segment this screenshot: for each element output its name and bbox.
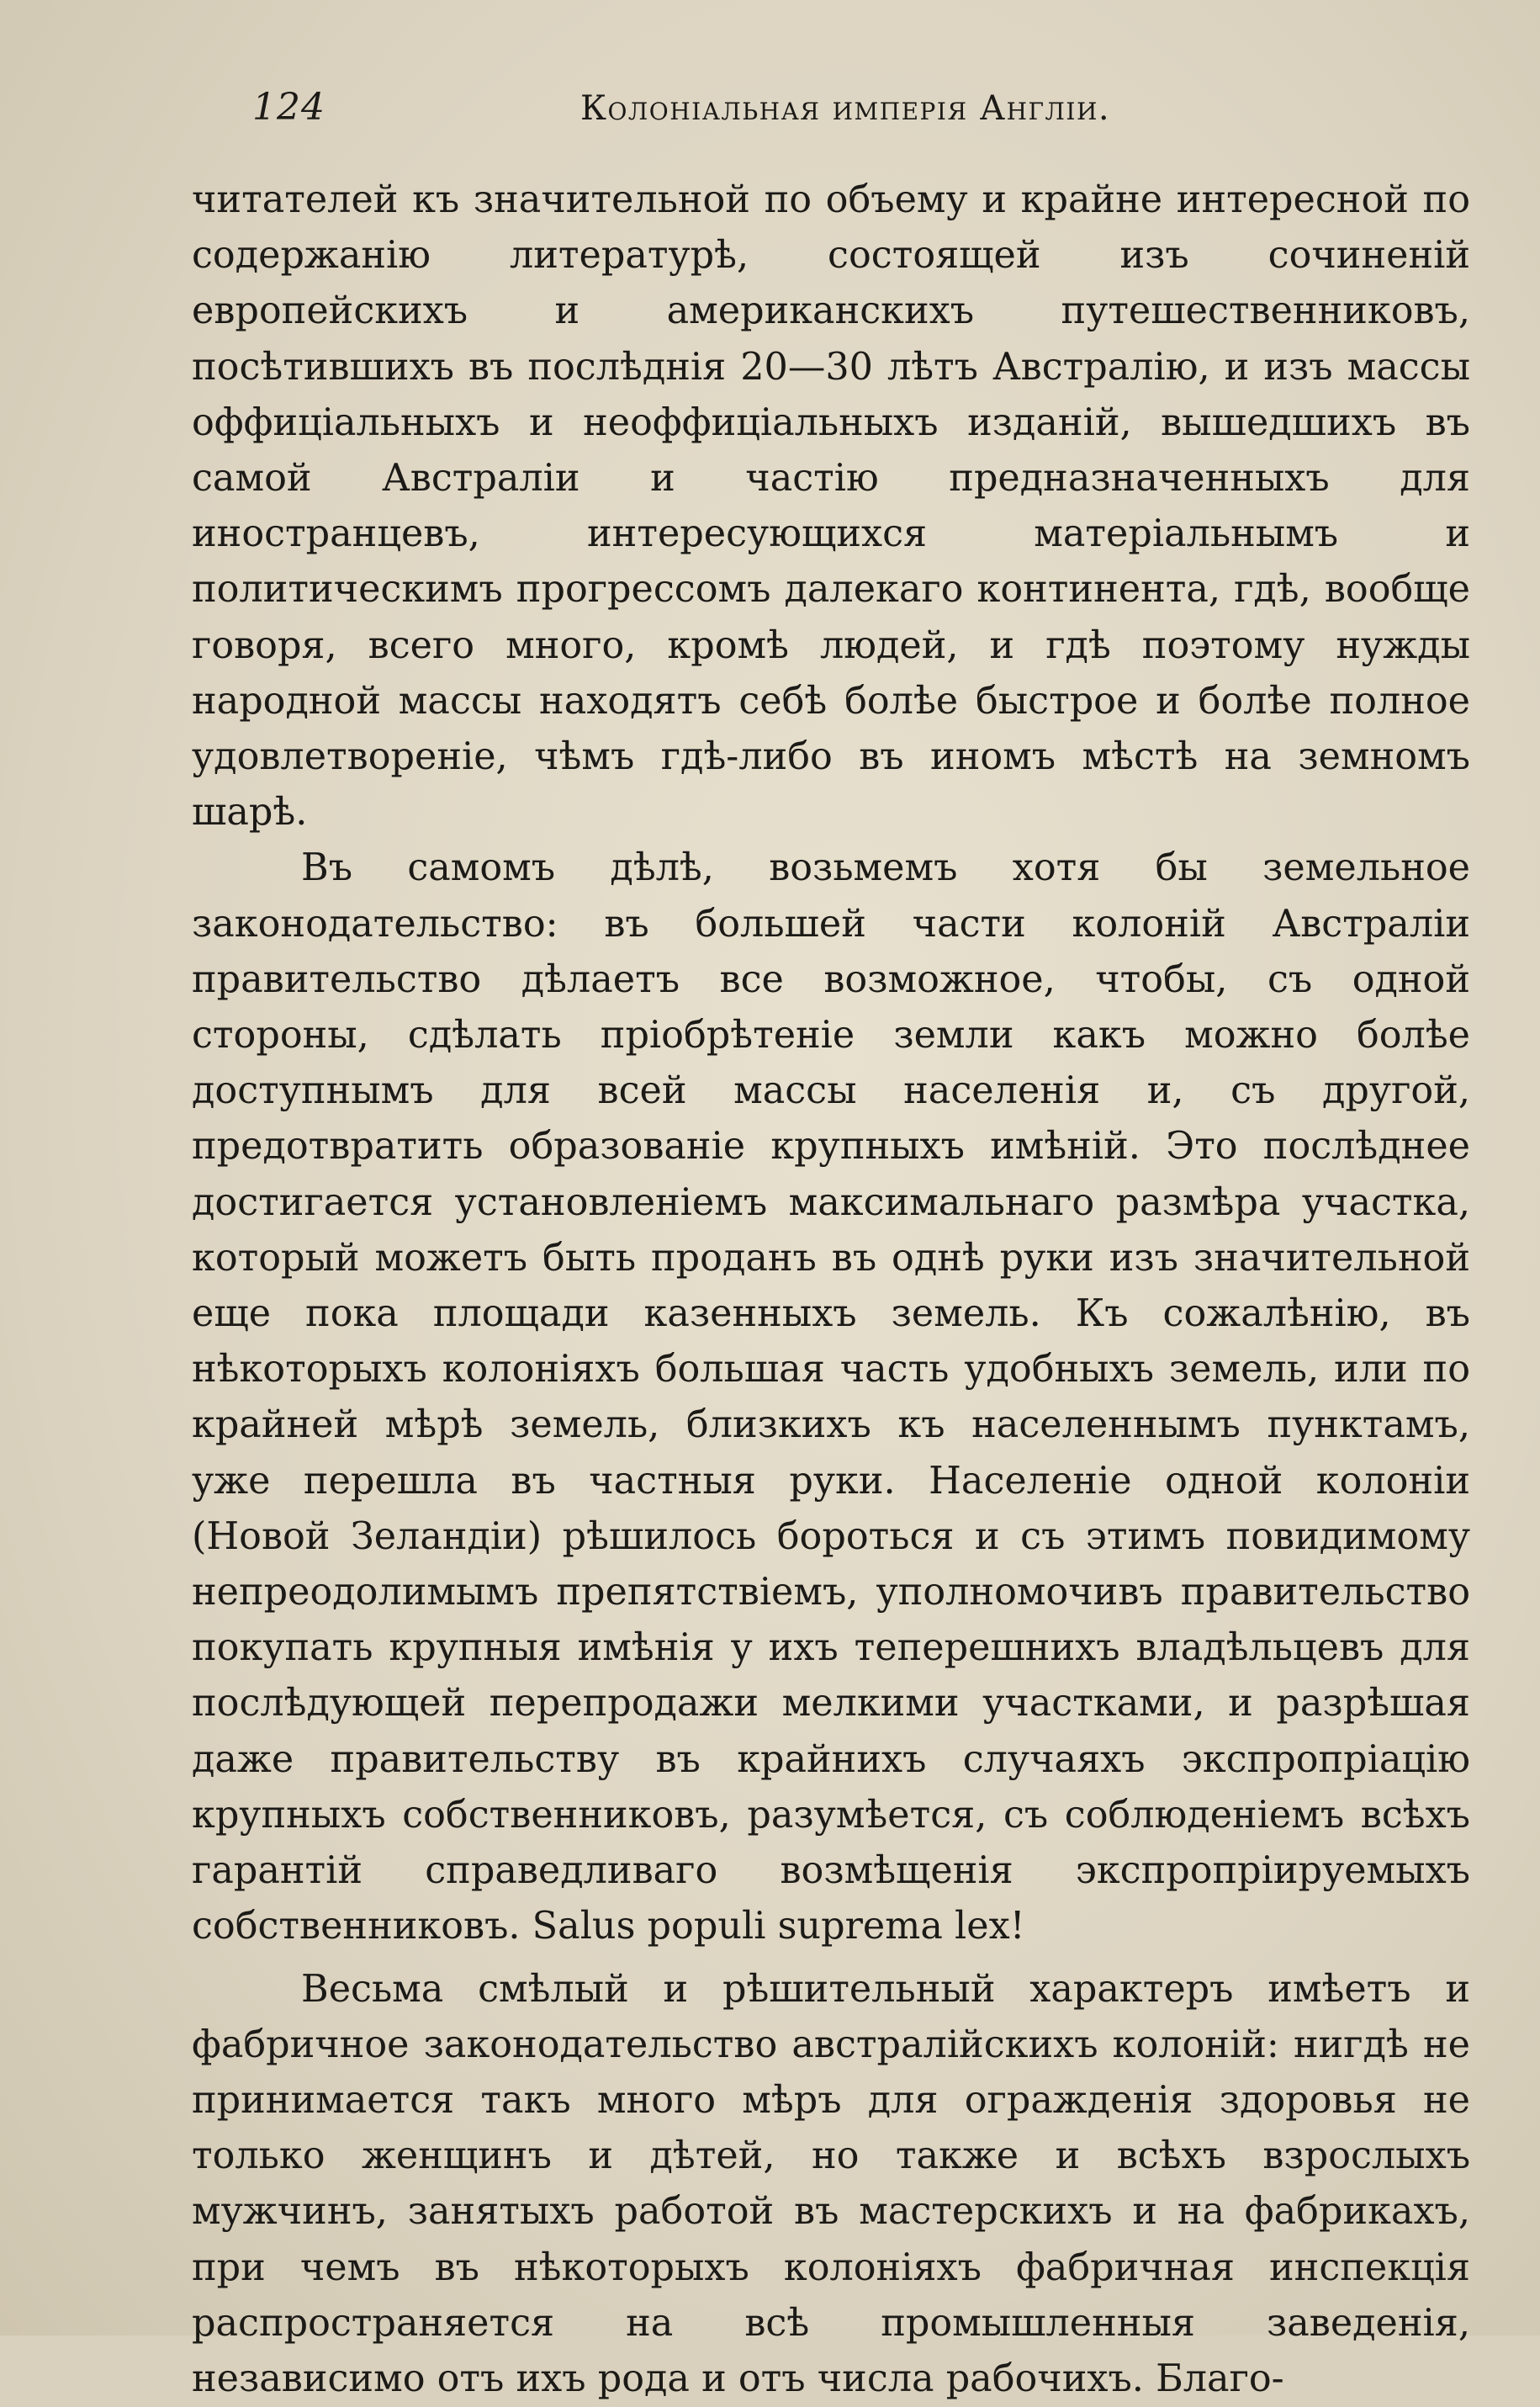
body-text — [192, 172, 1470, 2407]
paragraph-factory-legislation: Весьма смѣлый и рѣшительный характеръ имѣетъ и фабричное законодательство австралійскихъ колоній: нигдѣ не принимается такъ много мѣръ для огражденія здоровья не только женщинъ и дѣтей, но также и всѣхъ взрослыхъ мужчинъ, занятыхъ работой въ мастерскихъ и на фабрикахъ, при чемъ въ нѣкоторыхъ колоніяхъ фабричная инспекція распространяется на всѣ промышленныя заведенія, независимо отъ ихъ рода и отъ числа рабочихъ. Благо- — [192, 1962, 1470, 2407]
running-title: Колоніальная имперія Англіи. — [580, 89, 1110, 128]
paragraph-land-legislation: Въ самомъ дѣлѣ, возьмемъ хотя бы земельное законодательство: въ большей части колоній Австраліи правительство дѣлаетъ все возможное, чтобы, съ одной стороны, сдѣлать пріобрѣтеніе земли какъ можно болѣе доступнымъ для всей массы населенія и, съ другой, предотвратить образованіе крупныхъ имѣній. Это послѣднее достигается установленіемъ максимальнаго размѣра участка, который можетъ быть проданъ въ однѣ руки изъ значительной еще пока площади казенныхъ земель. Къ сожалѣнію, въ нѣкоторыхъ колоніяхъ большая часть удобныхъ земель, или по крайней мѣрѣ земель, близкихъ къ населеннымъ пунктамъ, уже перешла въ частныя руки. Населеніе одной колоніи (Новой Зеландіи) рѣшилось бороться и съ этимъ повидимому непреодолимымъ препятствіемъ, уполномочивъ правительство покупать крупныя имѣнія у ихъ теперешнихъ владѣльцевъ для послѣдующей перепродажи мелкими участками, и разрѣшая даже правительству въ крайнихъ случаяхъ экспропріацію крупныхъ собственниковъ, разумѣется, съ соблюденіемъ всѣхъ гарантій справедливаго возмѣщенія экспропріируемыхъ собственниковъ. Salus populi suprema lex! — [192, 840, 1470, 1954]
page-header — [252, 77, 1127, 136]
page-number: 124 — [252, 86, 325, 129]
paragraph-continued: читателей къ значительной по объему и крайне интересной по содержанію литературѣ, состоящей изъ сочиненій европейскихъ и американскихъ путешественниковъ, посѣтившихъ въ послѣднія 20—30 лѣтъ Австралію, и изъ массы оффиціальныхъ и неоффиціальныхъ изданій, вышедшихъ въ самой Австраліи и частію предназначенныхъ для иностранцевъ, интересующихся матеріальнымъ и политическимъ прогрессомъ далекаго континента, гдѣ, вообще говоря, всего много, кромѣ людей, и гдѣ поэтому нужды народной массы находятъ себѣ болѣе быстрое и болѣе полное удовлетвореніе, чѣмъ гдѣ-либо въ иномъ мѣстѣ на земномъ шарѣ. — [192, 172, 1470, 840]
